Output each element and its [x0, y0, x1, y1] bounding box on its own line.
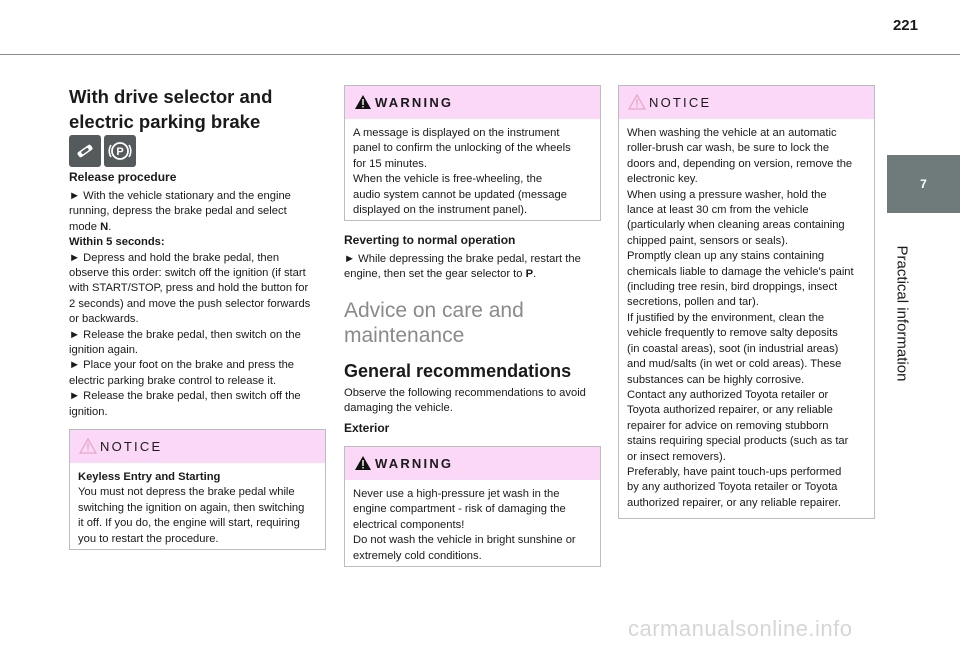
warning-label: WARNING: [375, 95, 454, 110]
revert-text: ► While depressing the brake pedal, restart the engine, then set the gear selector to P.: [344, 253, 581, 281]
parking-brake-icon: [104, 135, 136, 167]
general-text: Observe the following recommendations to avoid damaging the vehicle.: [344, 387, 586, 415]
exterior-heading: Exterior: [344, 421, 390, 435]
header-rule: [0, 54, 960, 55]
notice-box-keyless: NOTICE Keyless Entry and Starting You must not depress the brake pedal while switching the ignition on again, then switching it off. If you do, the engine will start, requiring you to restart the procedure.: [69, 429, 326, 550]
page-number: 221: [892, 17, 918, 34]
warning-header: [345, 447, 600, 480]
revert-heading: Reverting to normal operation: [344, 233, 516, 247]
notice-header: [619, 86, 874, 119]
warning-header: [345, 86, 600, 119]
chapter-tab[interactable]: 7: [887, 155, 960, 213]
section-title: With drive selector and electric parking brake: [69, 86, 273, 132]
notice-box-washing: NOTICE When washing the vehicle at an automatic roller-brush car wash, be sure to lock the doors and, depending on version, remove the electronic key. When using a pressure washer, hold the lance at least 30 cm from the vehicle (particularly when cleaning areas containing chipped paint, sensors or seals). Promptly clean up any stains containing chemicals liable to damage the vehicle's paint (including tree resin, bird droppings, insect secretions, pollen and tar). If justified by the environment, clean the vehicle frequently to remove salty deposits (in coastal areas), soot (in industrial areas) and mud/salts (in wet or cold areas). These substances can be highly corrosive. Contact any authorized Toyota retailer or Toyota authorized repairer, or any reliable repairer for advice on removing stubborn stains requiring special products (such as tar or insect removers). Preferably, have paint touch-ups performed by any authorized Toyota retailer or Toyota authorized repairer, or any reliable repairer.: [618, 85, 875, 519]
warning-icon: [354, 94, 372, 110]
notice-label: NOTICE: [100, 439, 163, 454]
release-heading: Release procedure: [69, 170, 177, 184]
notice-icon: [628, 94, 646, 110]
warning-box-freewheel: WARNING A message is displayed on the instrument panel to confirm the unlocking of the wheels for 15 minutes. When the vehicle is free-wheeling, the audio system cannot be updated (message displayed on the instrument panel).: [344, 85, 601, 221]
chapter-title: Practical information: [893, 245, 911, 381]
release-steps: ► With the vehicle stationary and the engine running, depress the brake pedal and select mode N. Within 5 seconds: ► Depress and hold the brake pedal, then observe this order: switch off the ignition (if start with START/STOP, press and hold the button for 2 seconds) and move the push selector forwards or backwards. ► Release the brake pedal, then switch on the ignition again. ► Place your foot on the brake and press the electric parking brake control to release it. ► Release the brake pedal, then switch off the ignition.: [69, 190, 311, 418]
warning-icon: [354, 455, 372, 471]
general-heading: General recommendations: [344, 361, 572, 381]
warning-label: WARNING: [375, 456, 454, 471]
drive-selector-icon: [69, 135, 101, 167]
notice-icon: [79, 438, 97, 454]
watermark[interactable]: carmanualsonline.info: [628, 616, 853, 641]
advice-heading: Advice on care and maintenance: [344, 299, 524, 347]
warning-box-jetwash: WARNING Never use a high-pressure jet wash in the engine compartment - risk of damaging the electrical components! Do not wash the vehicle in bright sunshine or extremely cold conditions.: [344, 446, 601, 567]
notice-label: NOTICE: [649, 95, 712, 110]
svg-text:P: P: [116, 146, 124, 158]
control-icons: [69, 135, 136, 167]
notice-header: [70, 430, 325, 463]
